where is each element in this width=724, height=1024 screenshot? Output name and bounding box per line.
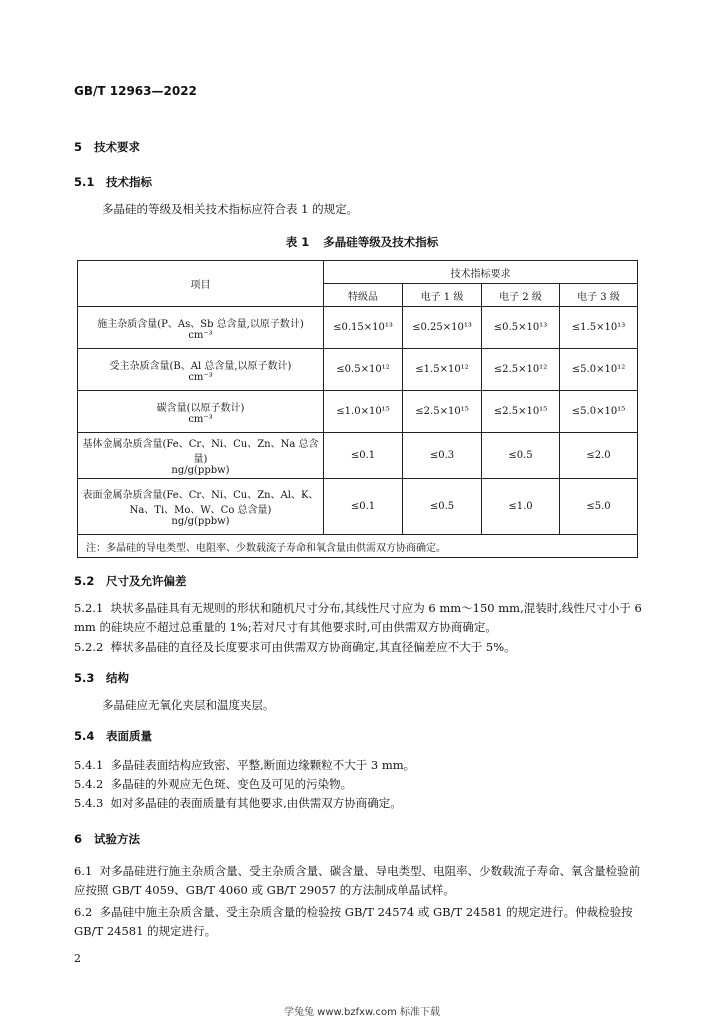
section-5-1-text: 多晶硅的等级及相关技术指标应符合表 1 的规定。 xyxy=(102,202,359,216)
value-cell: ≤2.5×10¹² xyxy=(482,349,560,391)
item-label: 表面金属杂质含量(Fe、Cr、Ni、Cu、Zn、Al、K、Na、Ti、Mo、W、Co 总含量) xyxy=(82,490,319,516)
clause-5-2-1 xyxy=(74,599,648,637)
row-item-cell xyxy=(78,349,324,391)
clause-number: 6.2 xyxy=(74,905,93,919)
item-unit: ng/g(ppbw) xyxy=(171,516,230,527)
clause-number: 5.2.1 xyxy=(74,601,104,615)
clause-number: 6.1 xyxy=(74,864,93,878)
section-5-4-heading xyxy=(74,728,152,744)
section-title: 结构 xyxy=(106,671,129,685)
value-cell: ≤0.25×10¹³ xyxy=(403,307,482,349)
value-cell: ≤1.5×10¹² xyxy=(403,349,482,391)
table-caption xyxy=(0,234,724,250)
table-header-row xyxy=(78,261,638,284)
clause-6-1 xyxy=(74,862,648,900)
clause-text: 棒状多晶硅的直径及长度要求可由供需双方协商确定,其直径偏差应不大于 5%。 xyxy=(110,640,516,654)
section-number: 6 xyxy=(74,832,83,846)
table-note: 注：多晶硅的导电类型、电阻率、少数载流子寿命和氧含量由供需双方协商确定。 xyxy=(78,535,638,558)
item-label: 碳含量(以原子数计) xyxy=(156,402,245,414)
section-5-1-heading xyxy=(74,174,152,190)
row-item-cell xyxy=(78,391,324,433)
clause-6-2 xyxy=(74,903,648,941)
section-5-3-heading xyxy=(74,670,129,686)
document-number: GB/T 12963—2022 xyxy=(74,84,197,98)
value-cell: ≤0.5×10¹³ xyxy=(482,307,560,349)
section-title: 试验方法 xyxy=(94,832,140,846)
value-cell: ≤1.0 xyxy=(482,479,560,535)
table-row xyxy=(78,349,638,391)
value-cell: ≤0.5×10¹² xyxy=(324,349,403,391)
value-cell: ≤0.5 xyxy=(482,433,560,479)
section-title: 表面质量 xyxy=(106,729,152,743)
value-cell: ≤2.0 xyxy=(560,433,638,479)
table-row xyxy=(78,391,638,433)
value-cell: ≤2.5×10¹⁵ xyxy=(482,391,560,433)
value-cell: ≤1.0×10¹⁵ xyxy=(324,391,403,433)
table-caption-title: 多晶硅等级及技术指标 xyxy=(323,235,439,249)
clause-number: 5.4.1 xyxy=(74,758,104,772)
value-cell: ≤0.1 xyxy=(324,479,403,535)
item-unit: cm⁻³ xyxy=(188,329,213,341)
column-group-header: 技术指标要求 xyxy=(324,261,638,284)
section-number: 5.1 xyxy=(74,175,95,189)
clause-text: 块状多晶硅具有无规则的形状和随机尺寸分布,其线性尺寸应为 6 mm～150 mm,混装时,线性尺寸小于 6 mm 的硅块应不超过总重量的 1%;若对尺寸有其他要求时,可由供需双方协商确定。 xyxy=(74,601,642,634)
value-cell: ≤0.5 xyxy=(403,479,482,535)
row-item-cell xyxy=(78,479,324,535)
clause-number: 5.4.2 xyxy=(74,777,104,791)
table-note-row xyxy=(78,535,638,558)
value-cell: ≤1.5×10¹³ xyxy=(560,307,638,349)
section-number: 5.2 xyxy=(74,574,95,588)
clause-5-2-2 xyxy=(74,638,648,657)
value-cell: ≤2.5×10¹⁵ xyxy=(403,391,482,433)
row-item-cell xyxy=(78,433,324,479)
section-title: 技术指标 xyxy=(106,175,152,189)
item-label: 基体金属杂质含量(Fe、Cr、Ni、Cu、Zn、Na 总含量) xyxy=(82,439,319,465)
item-unit: ng/g(ppbw) xyxy=(171,465,230,476)
row-item-cell xyxy=(78,307,324,349)
item-label: 施主杂质含量(P、As、Sb 总含量,以原子数计) xyxy=(97,318,304,330)
clause-5-4-1 xyxy=(74,756,648,775)
item-label: 受主杂质含量(B、Al 总含量,以原子数计) xyxy=(109,360,292,372)
clause-text: 多晶硅的外观应无色斑、变色及可见的污染物。 xyxy=(110,777,353,791)
specification-table xyxy=(77,260,638,558)
item-unit: cm⁻³ xyxy=(188,371,213,383)
section-6-heading xyxy=(74,831,140,847)
grade-header: 特级品 xyxy=(324,284,403,307)
section-5-2-heading xyxy=(74,573,187,589)
section-5-heading xyxy=(74,139,140,155)
grade-header: 电子 2 级 xyxy=(482,284,560,307)
value-cell: ≤0.15×10¹³ xyxy=(324,307,403,349)
page-number: 2 xyxy=(74,952,81,965)
value-cell: ≤5.0×10¹⁵ xyxy=(560,391,638,433)
clause-5-4-2 xyxy=(74,775,648,794)
clause-number: 5.4.3 xyxy=(74,796,104,810)
value-cell: ≤0.1 xyxy=(324,433,403,479)
footer-watermark: 学兔兔 www.bzfxw.com 标准下载 xyxy=(284,1007,440,1018)
clause-text: 多晶硅中施主杂质含量、受主杂质含量的检验按 GB/T 24574 或 GB/T 24581 的规定进行。仲裁检验按 GB/T 24581 的规定进行。 xyxy=(74,905,633,938)
value-cell: ≤5.0 xyxy=(560,479,638,535)
table-row xyxy=(78,433,638,479)
item-unit: cm⁻³ xyxy=(188,413,213,425)
section-number: 5 xyxy=(74,140,83,154)
section-number: 5.4 xyxy=(74,729,95,743)
value-cell: ≤5.0×10¹² xyxy=(560,349,638,391)
table-caption-number: 表 1 xyxy=(285,235,310,249)
section-5-3-text: 多晶硅应无氧化夹层和温度夹层。 xyxy=(102,698,275,712)
value-cell: ≤0.3 xyxy=(403,433,482,479)
clause-text: 对多晶硅进行施主杂质含量、受主杂质含量、碳含量、导电类型、电阻率、少数载流子寿命、氧含量检验前应按照 GB/T 4059、GB/T 4060 或 GB/T 29057 的方法制成单晶试样。 xyxy=(74,864,641,897)
column-header-item: 项目 xyxy=(78,261,324,307)
clause-5-4-3 xyxy=(74,794,648,813)
table-row xyxy=(78,307,638,349)
clause-number: 5.2.2 xyxy=(74,640,104,654)
grade-header: 电子 3 级 xyxy=(560,284,638,307)
section-number: 5.3 xyxy=(74,671,95,685)
section-title: 技术要求 xyxy=(94,140,140,154)
section-title: 尺寸及允许偏差 xyxy=(106,574,187,588)
clause-text: 如对多晶硅的表面质量有其他要求,由供需双方协商确定。 xyxy=(110,796,402,810)
grade-header: 电子 1 级 xyxy=(403,284,482,307)
clause-text: 多晶硅表面结构应致密、平整,断面边缘颗粒不大于 3 mm。 xyxy=(110,758,416,772)
table-row xyxy=(78,479,638,535)
